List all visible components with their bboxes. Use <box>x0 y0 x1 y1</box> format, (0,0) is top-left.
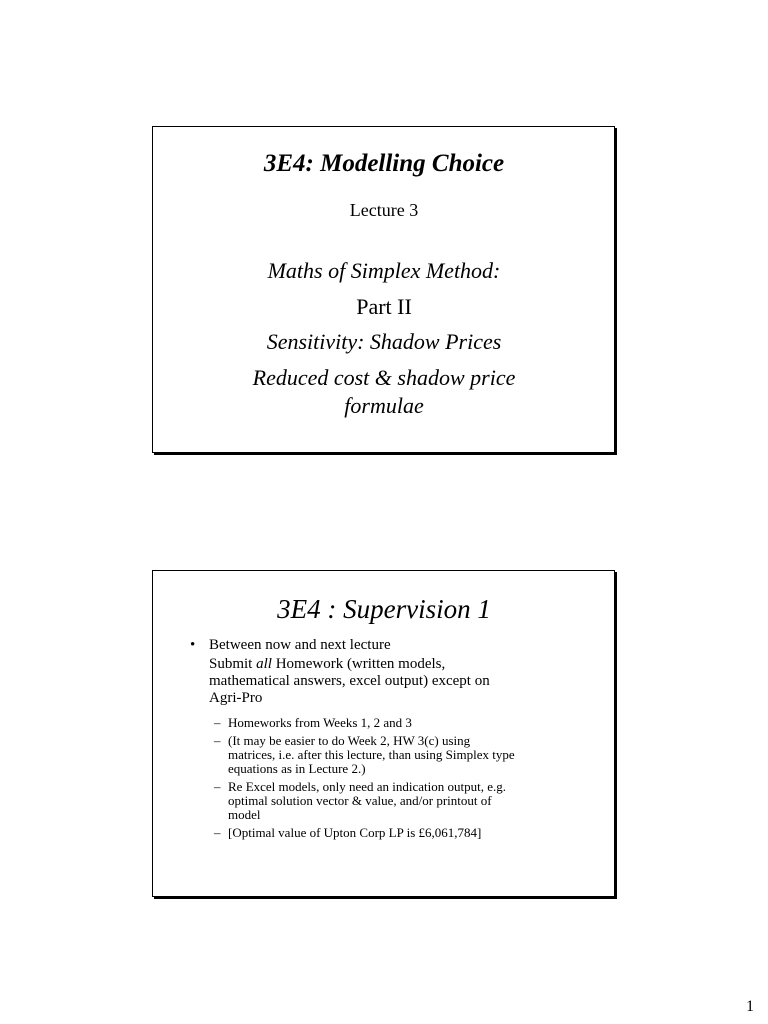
topic-sensitivity: Sensitivity: Shadow Prices <box>266 329 502 354</box>
sub-bullet-line: equations as in Lecture 2.) <box>228 761 366 776</box>
topic-reduced-cost <box>190 364 578 420</box>
submit-line-1 <box>209 656 569 673</box>
submit-prefix: Submit <box>209 656 257 672</box>
topic-part: Part II <box>356 294 412 319</box>
sub-bullet-item <box>214 734 584 776</box>
dash-icon: – <box>214 733 221 748</box>
sub-bullet-item <box>214 716 584 730</box>
sub-bullet-line: model <box>228 807 261 822</box>
dash-icon: – <box>214 825 221 840</box>
topic-reduced-cost-line-2: formulae <box>344 393 424 418</box>
sub-bullet-line: matrices, i.e. after this lecture, than using Simplex type <box>228 747 515 762</box>
topic-reduced-cost-line-1: Reduced cost & shadow price <box>252 365 516 390</box>
submit-line-3: Agri-Pro <box>209 690 263 706</box>
submit-line-2: mathematical answers, excel output) except on <box>209 673 490 689</box>
page-number: 1 <box>746 998 754 1015</box>
sub-bullet-line: Re Excel models, only need an indication output, e.g. <box>228 779 506 794</box>
bullet-text: Between now and next lecture <box>209 637 391 653</box>
submit-emphasis: all <box>256 656 272 672</box>
lecture-label: Lecture 3 <box>349 200 419 220</box>
dash-icon: – <box>214 779 221 794</box>
sub-bullet-line: [Optimal value of Upton Corp LP is £6,061,784] <box>228 825 482 840</box>
topic-maths-simplex: Maths of Simplex Method: <box>267 258 501 283</box>
sub-bullet-item <box>214 780 584 822</box>
slide-1-title: 3E4: Modelling Choice <box>263 150 505 177</box>
sub-bullet-line: (It may be easier to do Week 2, HW 3(c) using <box>228 733 471 748</box>
dash-icon: – <box>214 715 221 730</box>
submit-paragraph <box>209 656 569 707</box>
slide-2-title: 3E4 : Supervision 1 <box>277 594 491 624</box>
sub-bullet-list <box>214 716 584 844</box>
bullet-dot-icon: • <box>190 637 196 653</box>
sub-bullet-line: Homeworks from Weeks 1, 2 and 3 <box>228 715 412 730</box>
sub-bullet-line: optimal solution vector & value, and/or printout of <box>228 793 492 808</box>
submit-line-1-rest: Homework (written models, <box>271 656 446 672</box>
sub-bullet-item <box>214 826 584 840</box>
